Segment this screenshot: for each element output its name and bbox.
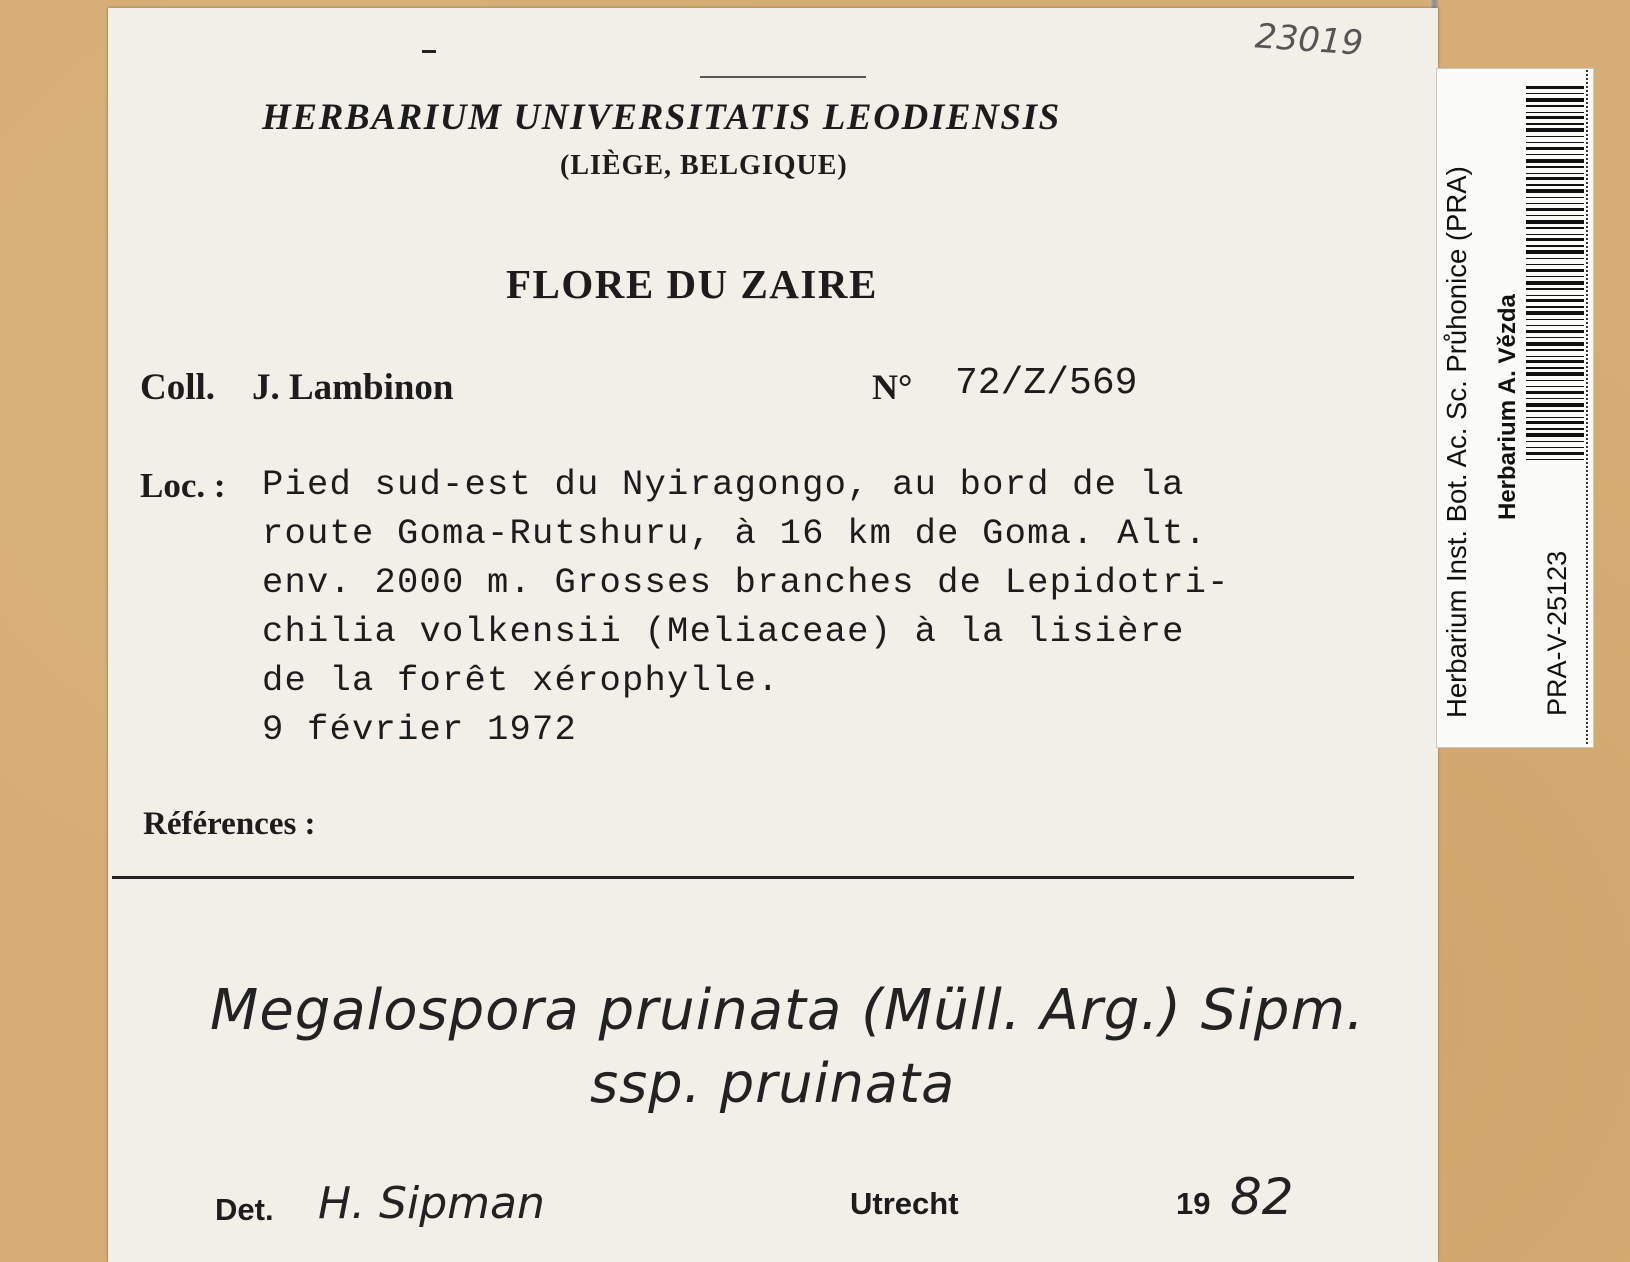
locality-line-4: chilia volkensii (Meliaceae) à la lisière xyxy=(262,611,1185,652)
sticker-institution: Herbarium Inst. Bot. Ac. Sc. Průhonice (PRA) xyxy=(1441,166,1472,718)
locality-line-1: Pied sud-est du Nyiragongo, au bord de la xyxy=(262,464,1185,505)
taxon-subspecies: ssp. pruinata xyxy=(590,1052,956,1115)
dotted-mark xyxy=(700,76,866,78)
determination-year-printed: 19 xyxy=(1176,1186,1211,1221)
ink-mark xyxy=(422,50,436,53)
locality-line-2: route Goma-Rutshuru, à 16 km de Goma. Alt. xyxy=(262,513,1208,554)
section-divider xyxy=(112,876,1354,879)
collection-date: 9 février 1972 xyxy=(262,709,578,750)
specimen-barcode-number: PRA-V-25123 xyxy=(1542,550,1572,716)
accession-number: 23019 xyxy=(1253,16,1365,64)
determination-year-handwritten: 82 xyxy=(1230,1168,1294,1226)
sticker-perforation xyxy=(1586,70,1588,744)
collection-number: 72/Z/569 xyxy=(955,362,1138,405)
taxon-name: Megalospora pruinata (Müll. Arg.) Sipm. xyxy=(210,978,1365,1043)
references-label: Références : xyxy=(143,806,316,842)
collector-label: Coll. xyxy=(140,367,216,408)
number-label: N° xyxy=(872,367,913,407)
institution-title: HERBARIUM UNIVERSITATIS LEODIENSIS xyxy=(262,97,1061,138)
institution-location: (LIÈGE, BELGIQUE) xyxy=(560,150,848,181)
determination-place: Utrecht xyxy=(850,1186,959,1221)
determiner-label: Det. xyxy=(215,1192,274,1227)
collector-name: J. Lambinon xyxy=(252,367,454,408)
sticker-collection: Herbarium A. Vězda xyxy=(1494,294,1521,520)
determiner-name: H. Sipman xyxy=(318,1178,545,1229)
barcode-graphic xyxy=(1526,86,1584,466)
locality-line-5: de la forêt xérophylle. xyxy=(262,660,780,701)
locality-label: Loc. : xyxy=(140,466,226,505)
locality-line-3: env. 2000 m. Grosses branches de Lepidotri- xyxy=(262,562,1230,603)
series-title: FLORE DU ZAIRE xyxy=(506,261,878,307)
